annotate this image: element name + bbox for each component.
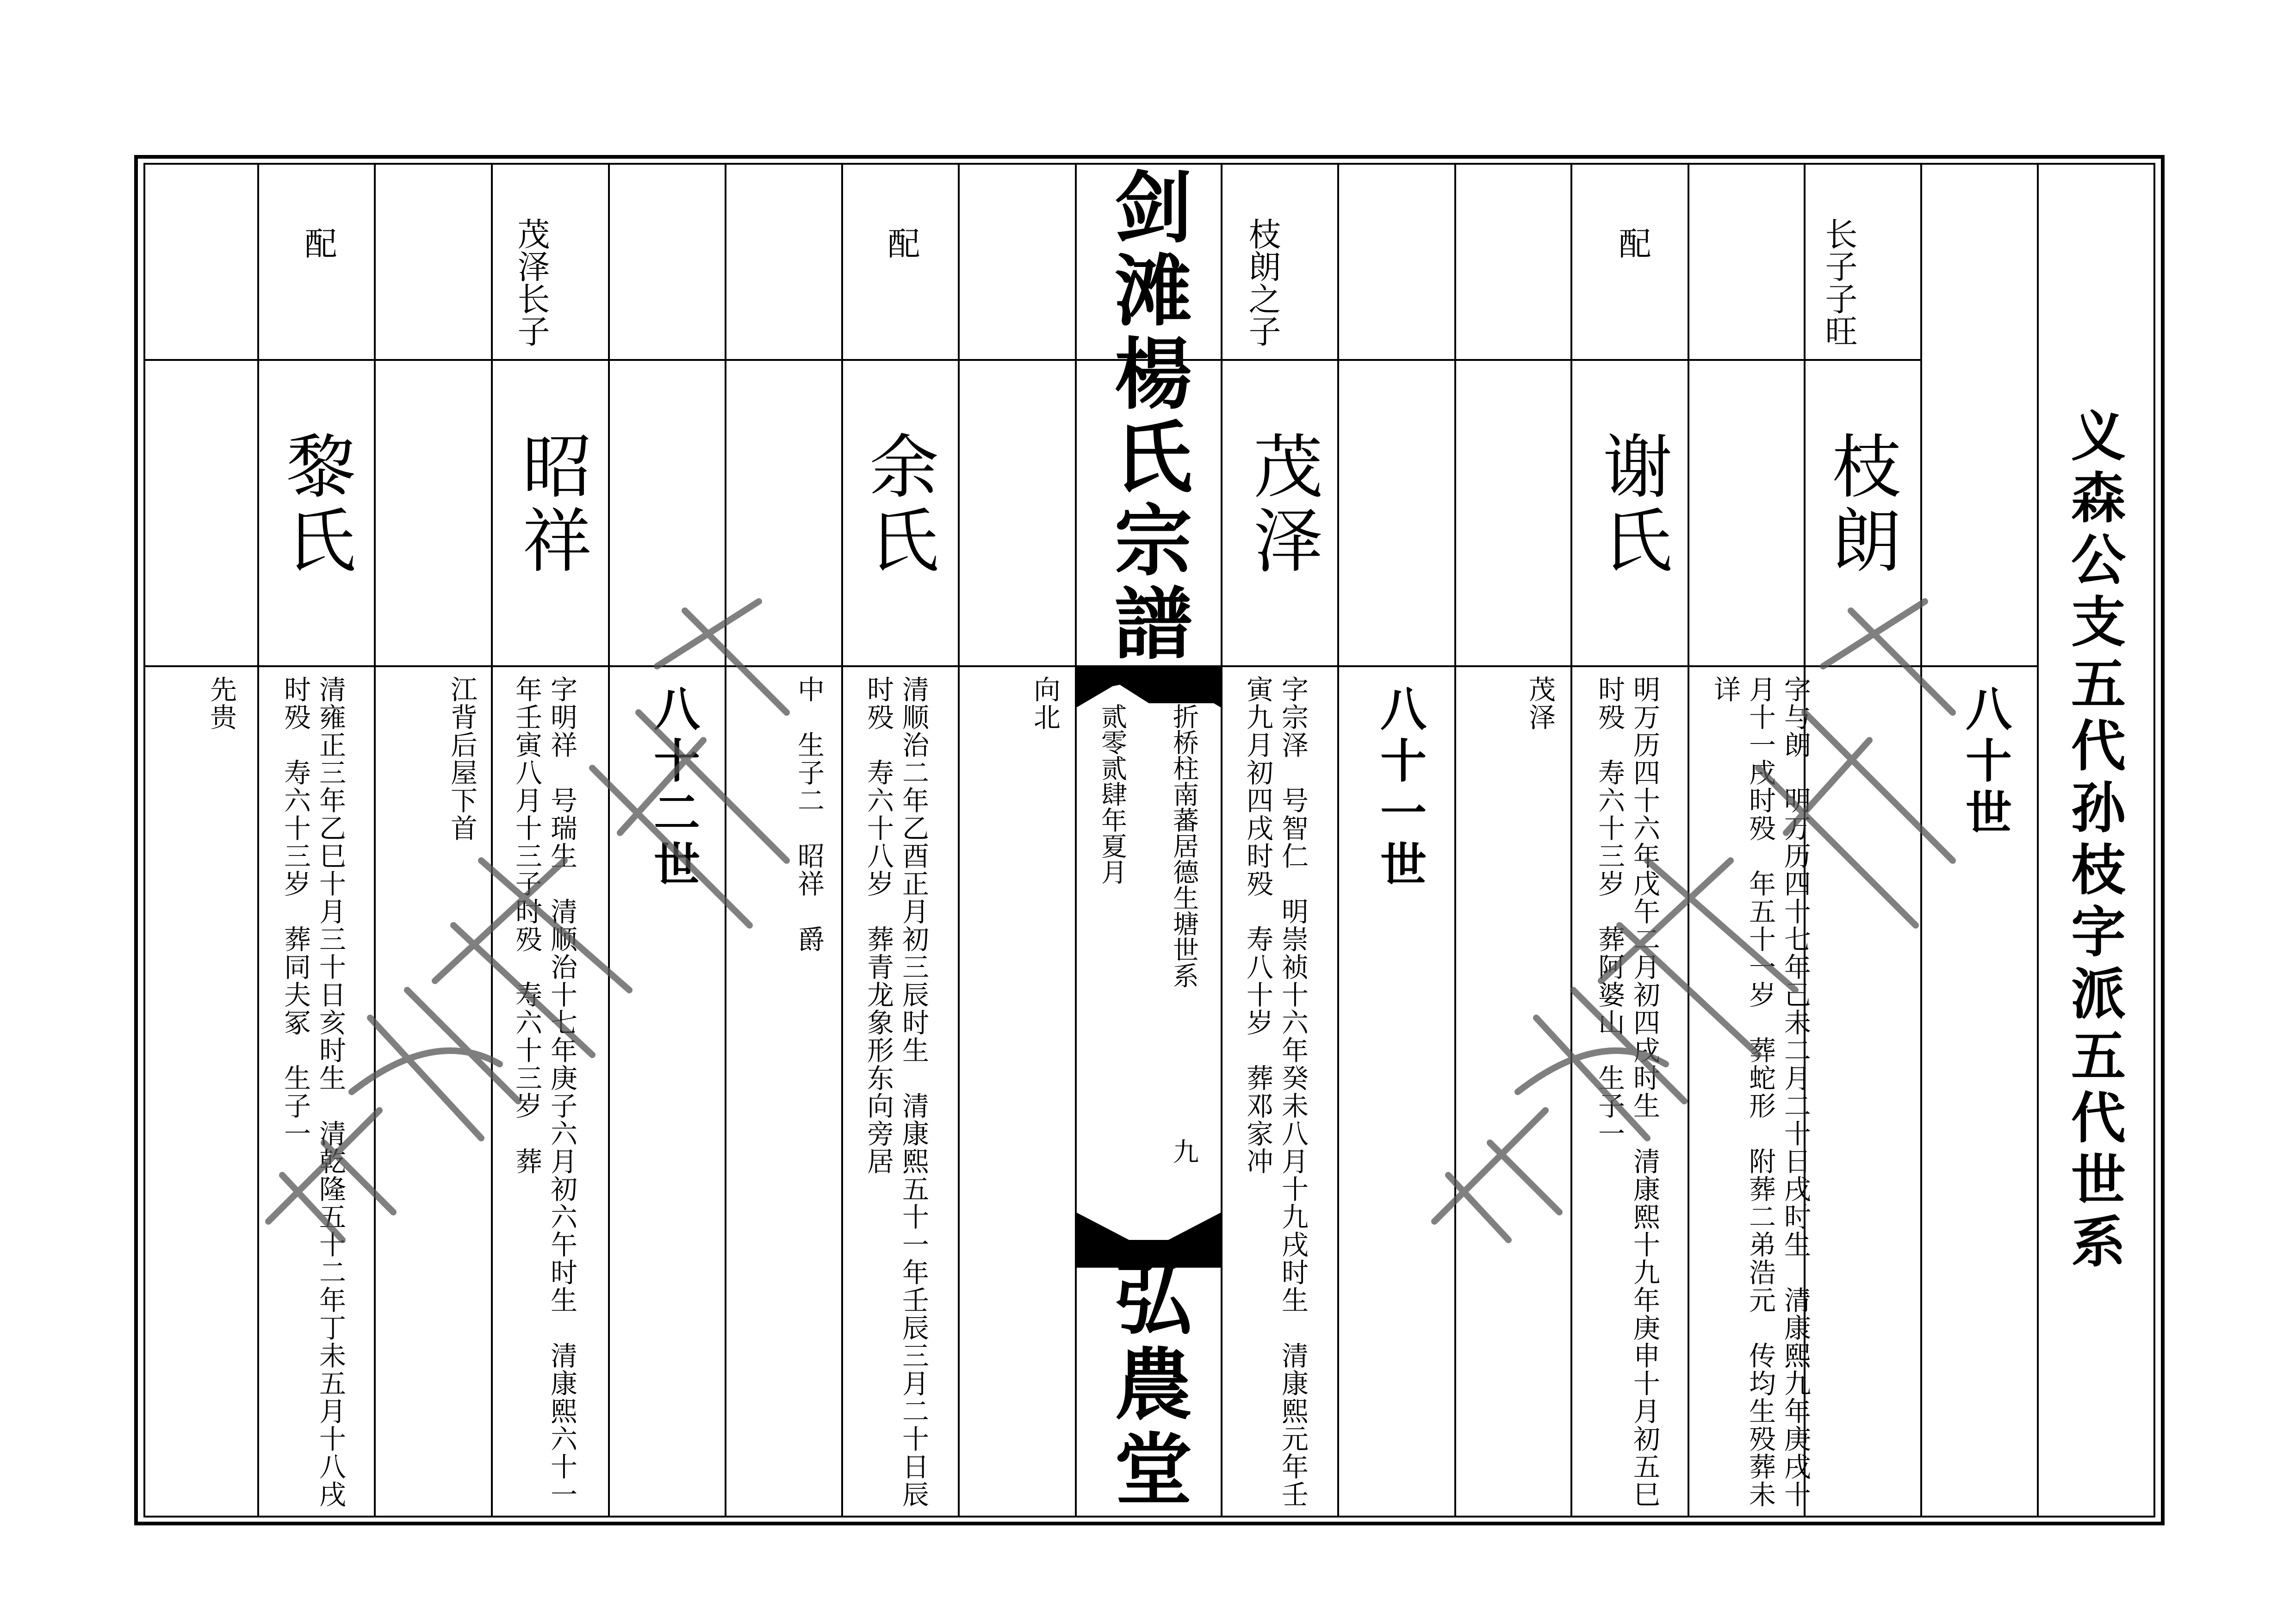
zhaoxiang-bio: 字明祥 号瑞生 清顺治十七年庚子六月初六午时生 清康熙六十一年壬寅八月十三子时殁 寿六十三岁 葬	[511, 675, 577, 1508]
yu-extra: 中 生子二 昭祥 爵	[793, 675, 825, 953]
spine-title: 剑滩楊氏宗譜	[1102, 167, 1193, 666]
direction-note: 向北	[1029, 675, 1061, 731]
spine-line: 折桥柱南蕃居德生塘世系	[1169, 703, 1199, 988]
generation-80: 八十世	[1958, 685, 2012, 840]
xie-bio: 明万历四十六年戊午二月初四戌时生 清康熙十九年庚申十月初五巳时殁 寿六十三岁 葬阿婆山 生子一	[1594, 675, 1660, 1508]
maoze-name: 茂泽	[1241, 430, 1322, 578]
li-bio: 清雍正三年乙巳十月三十日亥时生 清乾隆五十二年丁未五月十八戌时殁 寿六十三岁 葬同夫冢 生子一	[279, 675, 346, 1508]
generation-81: 八十一世	[1372, 685, 1427, 892]
zhaoxiang-label-text: 茂泽长子	[512, 217, 550, 347]
li-son: 先贵	[205, 675, 237, 731]
generation-82: 八十二世	[646, 685, 701, 892]
zhilang-label	[1820, 217, 1858, 347]
yu-label: 配	[882, 227, 920, 259]
zhilang-bio: 字与朗 明万历四十七年己未二月二十日戌时生 清康熙九年庚戌十月十一戌时殁 年五十一岁 葬蛇形 附葬二弟浩元 传均生殁葬未详	[1709, 675, 1811, 1508]
xie-label: 配	[1613, 227, 1651, 259]
spine-page-number: 九	[1169, 1138, 1199, 1164]
li-label: 配	[299, 227, 337, 259]
zhaoxiang-name: 昭祥	[510, 430, 591, 578]
zhaoxiang-extra: 江背后屋下首	[446, 675, 478, 842]
zhilang-name: 枝朗	[1820, 430, 1900, 578]
spine-date: 贰零贰肆年夏月	[1097, 703, 1127, 885]
zhaoxiang-label	[512, 217, 550, 347]
spine-hall-name: 弘農堂	[1102, 1258, 1193, 1514]
maoze-label-text: 枝朗之子	[1243, 217, 1281, 347]
page-title: 义森公支五代孙枝字派五代世系	[2062, 407, 2126, 1275]
maoze-label	[1243, 217, 1281, 347]
maoze-bio: 字宗泽 号智仁 明崇祯十六年癸未八月十九戌时生 清康熙元年壬寅九月初四戌时殁 寿八十岁 葬邓家冲	[1242, 675, 1309, 1508]
zhilang-label-text: 长子子旺	[1820, 217, 1858, 347]
yu-bio: 清顺治二年乙酉正月初三辰时生 清康熙五十一年壬辰三月二十日辰时殁 寿六十八岁 葬青龙象形东向旁居	[863, 675, 929, 1508]
li-name: 黎氏	[274, 430, 355, 578]
xie-son: 茂泽	[1524, 675, 1556, 731]
xie-name: 谢氏	[1591, 430, 1671, 578]
yu-name: 余氏	[857, 430, 938, 578]
